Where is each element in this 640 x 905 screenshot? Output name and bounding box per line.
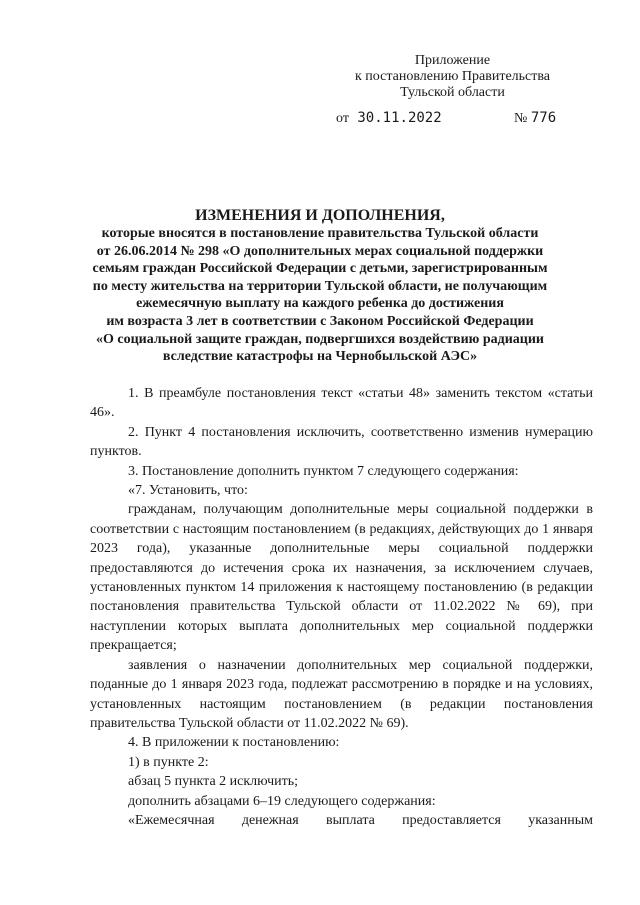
- number-sign: №: [514, 111, 528, 126]
- date-number-line: [336, 110, 557, 127]
- paragraph-item-2: 2. Пункт 4 постановления исключить, соответственно изменив нумерацию пунктов.: [90, 424, 593, 460]
- title-line: им возраста 3 лет в соответствии с Законом Российской Федерации: [106, 313, 534, 329]
- title-line: семьям граждан Российской Федерации с детьми, зарегистрированным: [92, 261, 548, 277]
- document-title: [80, 206, 560, 366]
- document-date: 30.11.2022: [357, 110, 442, 126]
- paragraph-citizens-support: гражданам, получающим дополнительные меры социальной поддержки в соответствии с настоящим постановлением (в редакциях, действующих до 1 января 2023 года), указанные дополнительные меры социальной поддержки предоставляются до истечения срока их назначения, за исключением случаев, установленных пунктом 14 приложения к настоящему постановлению (в редакции постановления правительства Тульской области от 11.02.2022 № 69), при наступлении которых выплата дополнительных мер социальной поддержки прекращается;: [90, 502, 593, 654]
- paragraph-applications: заявления о назначении дополнительных мер социальной поддержки, поданные до 1 января 2023 года, подлежат рассмотрению в порядке и на условиях, установленных настоящим постановлением (в редакции постановления правительства Тульской области от 11.02.2022 № 69).: [90, 657, 593, 731]
- paragraph-item-3: 3. Постановление дополнить пунктом 7 следующего содержания:: [128, 463, 519, 479]
- appendix-region: Тульской области: [400, 85, 505, 100]
- paragraph-item-1: 1. В преамбуле постановления текст «статьи 48» заменить текстом «статьи 46».: [90, 386, 593, 421]
- document-number: 776: [530, 110, 557, 126]
- document-body: [90, 384, 593, 830]
- appendix-header: [330, 53, 575, 101]
- title-line: которые вносятся в постановление правительства Тульской области: [101, 226, 539, 241]
- appendix-reference: к постановлению Правительства: [354, 69, 551, 84]
- paragraph-add-abzacs: дополнить абзацами 6–19 следующего содержания:: [128, 793, 436, 809]
- paragraph-exclude-abzac: абзац 5 пункта 2 исключить;: [128, 774, 299, 790]
- title-main: ИЗМЕНЕНИЯ И ДОПОЛНЕНИЯ,: [195, 207, 445, 224]
- title-line: по месту жительства на территории Тульской области, не получающим: [92, 278, 548, 294]
- date-prefix: от: [336, 111, 349, 126]
- paragraph-item-4: 4. В приложении к постановлению:: [128, 735, 340, 751]
- paragraph-monthly-payment: «Ежемесячная денежная выплата предоставляется указанным: [128, 812, 593, 828]
- paragraph-subitem-1: 1) в пункте 2:: [128, 754, 209, 770]
- paragraph-item-7-intro: «7. Установить, что:: [128, 483, 248, 499]
- title-line: ежемесячную выплату на каждого ребенка до достижения: [136, 296, 504, 312]
- title-line: от 26.06.2014 № 298 «О дополнительных мерах социальной поддержки: [96, 243, 544, 259]
- title-line: вследствие катастрофы на Чернобыльской АЭС»: [162, 349, 478, 365]
- document-number-group: [514, 110, 556, 127]
- appendix-label: Приложение: [414, 53, 491, 68]
- title-line: «О социальной защите граждан, подвергшихся воздействию радиации: [96, 331, 544, 347]
